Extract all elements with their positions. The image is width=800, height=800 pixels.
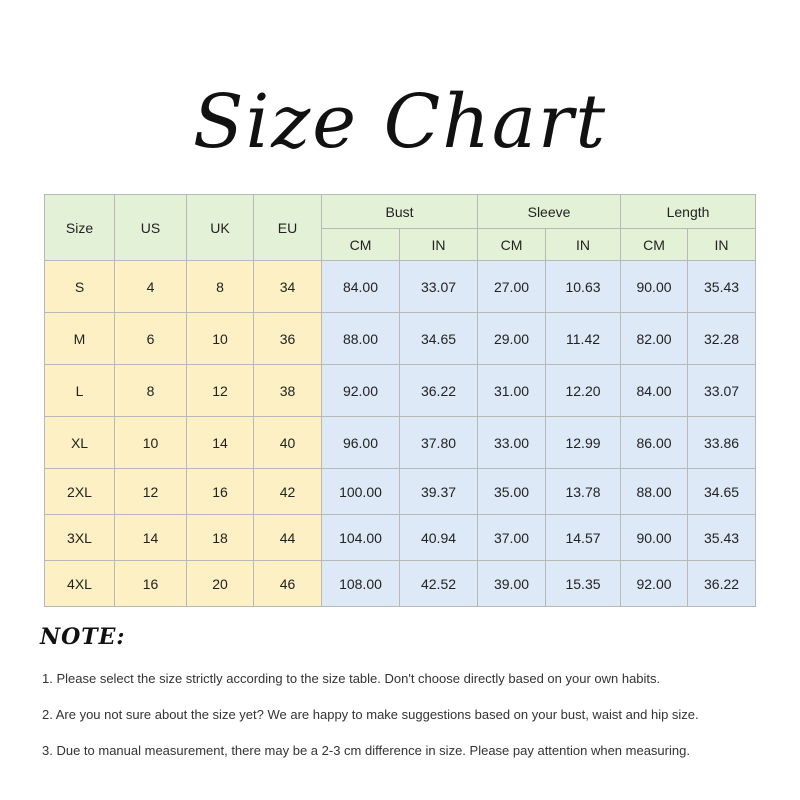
cell-size: M: [45, 313, 115, 365]
header-length-in: IN: [688, 229, 756, 261]
cell-bust-in: 37.80: [400, 417, 478, 469]
cell-uk: 10: [187, 313, 254, 365]
cell-sleeve-in: 13.78: [546, 469, 621, 515]
cell-us: 10: [115, 417, 187, 469]
cell-uk: 18: [187, 515, 254, 561]
cell-length-in: 36.22: [688, 561, 756, 607]
header-length-cm: CM: [621, 229, 688, 261]
cell-bust-cm: 84.00: [322, 261, 400, 313]
cell-eu: 40: [254, 417, 322, 469]
header-sleeve: Sleeve: [478, 195, 621, 229]
cell-sleeve-in: 15.35: [546, 561, 621, 607]
cell-bust-in: 34.65: [400, 313, 478, 365]
cell-size: L: [45, 365, 115, 417]
cell-length-in: 35.43: [688, 261, 756, 313]
header-us: US: [115, 195, 187, 261]
cell-length-cm: 82.00: [621, 313, 688, 365]
table-row: [45, 515, 756, 561]
cell-sleeve-cm: 35.00: [478, 469, 546, 515]
cell-sleeve-cm: 29.00: [478, 313, 546, 365]
cell-bust-cm: 92.00: [322, 365, 400, 417]
cell-uk: 12: [187, 365, 254, 417]
header-sleeve-in: IN: [546, 229, 621, 261]
cell-sleeve-cm: 37.00: [478, 515, 546, 561]
cell-sleeve-cm: 27.00: [478, 261, 546, 313]
cell-us: 16: [115, 561, 187, 607]
cell-uk: 14: [187, 417, 254, 469]
cell-length-cm: 90.00: [621, 515, 688, 561]
cell-us: 4: [115, 261, 187, 313]
cell-eu: 44: [254, 515, 322, 561]
cell-length-in: 33.07: [688, 365, 756, 417]
cell-us: 8: [115, 365, 187, 417]
cell-bust-cm: 108.00: [322, 561, 400, 607]
cell-us: 14: [115, 515, 187, 561]
cell-bust-cm: 104.00: [322, 515, 400, 561]
table-row: [45, 261, 756, 313]
cell-length-in: 33.86: [688, 417, 756, 469]
cell-uk: 16: [187, 469, 254, 515]
cell-bust-in: 39.37: [400, 469, 478, 515]
cell-sleeve-cm: 33.00: [478, 417, 546, 469]
header-bust-cm: CM: [322, 229, 400, 261]
page-title: Size Chart: [192, 79, 608, 165]
cell-sleeve-in: 12.20: [546, 365, 621, 417]
cell-size: 4XL: [45, 561, 115, 607]
cell-size: XL: [45, 417, 115, 469]
cell-size: 3XL: [45, 515, 115, 561]
cell-eu: 36: [254, 313, 322, 365]
cell-eu: 34: [254, 261, 322, 313]
cell-bust-in: 40.94: [400, 515, 478, 561]
cell-eu: 42: [254, 469, 322, 515]
cell-sleeve-cm: 31.00: [478, 365, 546, 417]
cell-bust-cm: 96.00: [322, 417, 400, 469]
cell-uk: 20: [187, 561, 254, 607]
cell-bust-cm: 100.00: [322, 469, 400, 515]
note-line: 2. Are you not sure about the size yet? We are happy to make suggestions based on your bust, waist and hip size.: [42, 707, 699, 722]
table-row: [45, 365, 756, 417]
cell-length-cm: 90.00: [621, 261, 688, 313]
cell-sleeve-cm: 39.00: [478, 561, 546, 607]
cell-eu: 38: [254, 365, 322, 417]
cell-length-cm: 86.00: [621, 417, 688, 469]
cell-us: 6: [115, 313, 187, 365]
cell-length-in: 34.65: [688, 469, 756, 515]
size-table: [44, 194, 756, 607]
note-line: 3. Due to manual measurement, there may be a 2-3 cm difference in size. Please pay attention when measuring.: [42, 743, 690, 758]
cell-us: 12: [115, 469, 187, 515]
cell-bust-cm: 88.00: [322, 313, 400, 365]
cell-length-in: 35.43: [688, 515, 756, 561]
cell-uk: 8: [187, 261, 254, 313]
cell-size: 2XL: [45, 469, 115, 515]
header-length: Length: [621, 195, 756, 229]
header-bust-in: IN: [400, 229, 478, 261]
cell-length-cm: 84.00: [621, 365, 688, 417]
cell-sleeve-in: 11.42: [546, 313, 621, 365]
cell-length-cm: 92.00: [621, 561, 688, 607]
cell-sleeve-in: 14.57: [546, 515, 621, 561]
note-line: 1. Please select the size strictly according to the size table. Don't choose directly based on your own habits.: [42, 671, 661, 686]
cell-sleeve-in: 10.63: [546, 261, 621, 313]
header-eu: EU: [254, 195, 322, 261]
note-title: NOTE:: [40, 624, 126, 650]
header-bust: Bust: [322, 195, 478, 229]
cell-sleeve-in: 12.99: [546, 417, 621, 469]
table-row: [45, 469, 756, 515]
cell-length-cm: 88.00: [621, 469, 688, 515]
header-uk: UK: [187, 195, 254, 261]
cell-bust-in: 36.22: [400, 365, 478, 417]
header-sleeve-cm: CM: [478, 229, 546, 261]
cell-size: S: [45, 261, 115, 313]
cell-bust-in: 33.07: [400, 261, 478, 313]
table-row: [45, 417, 756, 469]
cell-bust-in: 42.52: [400, 561, 478, 607]
cell-eu: 46: [254, 561, 322, 607]
table-row: [45, 313, 756, 365]
cell-length-in: 32.28: [688, 313, 756, 365]
table-row: [45, 561, 756, 607]
header-size: Size: [45, 195, 115, 261]
